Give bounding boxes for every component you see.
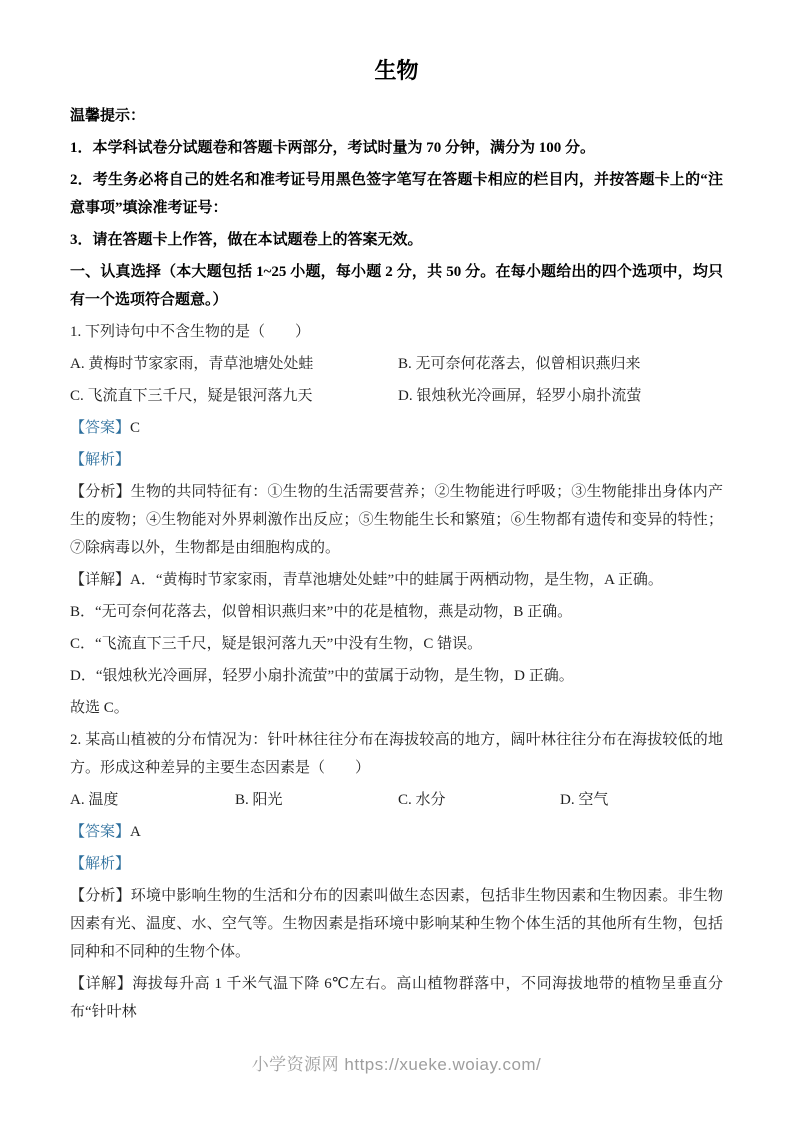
question-2-explain-label: 【解析】 (70, 856, 131, 872)
answer-label: 【答案】 (70, 824, 131, 840)
question-2-option-b: B. 阳光 (235, 792, 283, 808)
question-2-analysis: 【分析】环境中影响生物的生活和分布的因素叫做生态因素，包括非生物因素和生物因素。非生物因素有光、温度、水、空气等。生物因素是指环境中影响某种生物个体生活的其他所有生物，包括同种和不同种的生物个体。 (70, 888, 723, 960)
question-2-detail: 【详解】海拔每升高 1 千米气温下降 6℃左右。高山植物群落中，不同海拔地带的植物呈垂直分布“针叶林 (70, 976, 723, 1020)
answer-label: 【答案】 (70, 420, 131, 436)
question-1-answer-line (70, 414, 723, 442)
question-1-detail-d: D．“银烛秋光冷画屏，轻罗小扇扑流萤”中的萤属于动物，是生物，D 正确。 (70, 668, 574, 684)
question-2-option-a: A. 温度 (70, 792, 119, 808)
question-2-answer-line (70, 818, 723, 846)
question-1-detail-c: C．“飞流直下三千尺，疑是银河落九天”中没有生物，C 错误。 (70, 636, 483, 652)
question-1-option-a: A. 黄梅时节家家雨，青草池塘处处蛙 (70, 356, 314, 372)
notice-item-1: 1．本学科试卷分试题卷和答题卡两部分，考试时量为 70 分钟，满分为 100 分。 (70, 140, 596, 156)
question-1-options (70, 350, 723, 410)
question-1-explain-label: 【解析】 (70, 452, 131, 468)
notice-heading: 温馨提示： (70, 108, 146, 124)
notice-item-2: 2．考生务必将自己的姓名和准考证号用黑色签字笔写在答题卡相应的栏目内，并按答题卡上的“注意事项”填涂准考证号： (70, 172, 723, 216)
site-watermark-footer: 小学资源网 https://xueke.woiay.com/ (251, 1055, 542, 1074)
question-2-option-c: C. 水分 (398, 792, 446, 808)
question-1-option-d: D. 银烛秋光冷画屏，轻罗小扇扑流萤 (398, 388, 642, 404)
question-1-analysis: 【分析】生物的共同特征有：①生物的生活需要营养；②生物能进行呼吸；③生物能排出身体内产生的废物；④生物能对外界刺激作出反应；⑤生物能生长和繁殖；⑥生物都有遗传和变异的特性；⑦除病毒以外，生物都是由细胞构成的。 (70, 484, 723, 556)
question-1-detail-a: 【详解】A．“黄梅时节家家雨，青草池塘处处蛙”中的蛙属于两栖动物，是生物，A 正确。 (70, 572, 663, 588)
question-1-option-c: C. 飞流直下三千尺，疑是银河落九天 (70, 388, 313, 404)
question-2-answer-value: A (130, 824, 141, 840)
notice-item-3: 3．请在答题卡上作答，做在本试题卷上的答案无效。 (70, 232, 423, 248)
question-1-answer-value: C (130, 420, 141, 436)
question-1-conclusion: 故选 C。 (70, 700, 129, 716)
question-2-stem: 2. 某高山植被的分布情况为：针叶林往往分布在海拔较高的地方，阔叶林往往分布在海拔较低的地方。形成这种差异的主要生态因素是（ ） (70, 732, 723, 776)
question-1-option-b: B. 无可奈何花落去，似曾相识燕归来 (398, 356, 641, 372)
section-heading: 一、认真选择（本大题包括 1~25 小题，每小题 2 分，共 50 分。在每小题给出的四个选项中，均只有一个选项符合题意。） (70, 264, 723, 308)
page-title: 生物 (374, 58, 419, 83)
question-1-detail-b: B．“无可奈何花落去，似曾相识燕归来”中的花是植物，燕是动物，B 正确。 (70, 604, 573, 620)
question-2-option-d: D. 空气 (560, 792, 609, 808)
question-2-options (70, 786, 723, 814)
question-1-stem: 1. 下列诗句中不含生物的是（ ） (70, 324, 311, 340)
